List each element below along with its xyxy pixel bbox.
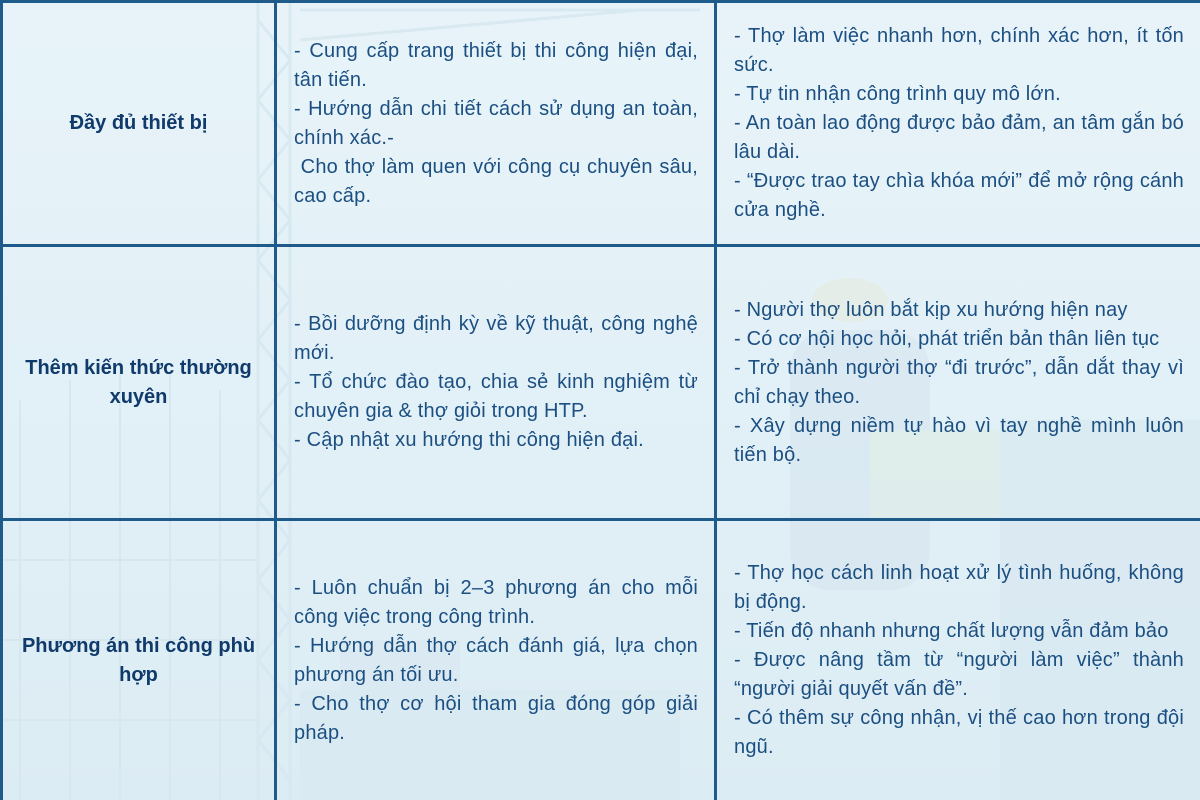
benefits-cell [716,246,1200,520]
benefit-item: - An toàn lao động được bảo đảm, an tâm gắn bó lâu dài. [734,112,1184,163]
action-item: Cho thợ làm quen với công cụ chuyên sâu, cao cấp. [294,155,704,207]
action-item: - Hướng dẫn chi tiết cách sử dụng an toàn, chính xác.- [294,97,698,149]
benefit-item: - Được nâng tầm từ “người làm việc” thành “người giải quyết vấn đề”. [734,649,1184,700]
table-row [2,2,1200,246]
action-item: - Bồi dưỡng định kỳ về kỹ thuật, công nghệ mới. [294,313,698,364]
row-label: Thêm kiến thức thường xuyên [25,356,252,408]
row-label-cell [2,520,276,800]
benefit-item: - Xây dựng niềm tự hào vì tay nghề mình luôn tiến bộ. [734,414,1184,466]
actions-cell [276,520,716,800]
benefit-item: - “Được trao tay chìa khóa mới” để mở rộng cánh cửa nghề. [734,170,1184,221]
action-item: - Cho thợ cơ hội tham gia đóng góp giải pháp. [294,692,698,744]
benefit-item: - Tự tin nhận công trình quy mô lớn. [734,83,1061,105]
action-item: - Tổ chức đào tạo, chia sẻ kinh nghiệm từ chuyên gia & thợ giỏi trong HTP. [294,371,698,422]
actions-cell [276,2,716,246]
action-item: - Cung cấp trang thiết bị thi công hiện đại, tân tiến. [294,39,698,91]
benefit-item: - Có cơ hội học hỏi, phát triển bản thân liên tục [734,327,1160,350]
benefit-item: - Người thợ luôn bắt kịp xu hướng hiện nay [734,298,1128,321]
action-item: - Hướng dẫn thợ cách đánh giá, lựa chọn phương án tối ưu. [294,634,698,686]
table-row [2,246,1200,520]
row-label: Đầy đủ thiết bị [69,112,208,134]
row-label: Phương án thi công phù hợp [21,634,256,686]
row-label-cell [2,246,276,520]
benefits-cell [716,520,1200,800]
actions-cell [276,246,716,520]
benefit-item: - Tiến độ nhanh nhưng chất lượng vẫn đảm bảo [734,620,1169,642]
action-item: - Luôn chuẩn bị 2–3 phương án cho mỗi công việc trong công trình. [294,576,698,628]
table-row [2,520,1200,800]
row-label-cell [2,2,276,246]
action-item: - Cập nhật xu hướng thi công hiện đại. [294,429,644,451]
benefit-item: - Có thêm sự công nhận, vị thế cao hơn trong đội ngũ. [734,707,1184,758]
benefit-item: - Trở thành người thợ “đi trước”, dẫn dắt thay vì chỉ chạy theo. [734,356,1184,408]
benefit-item: - Thợ làm việc nhanh hơn, chính xác hơn, ít tốn sức. [734,25,1184,76]
benefits-cell [716,2,1200,246]
benefit-item: - Thợ học cách linh hoạt xử lý tình huống, không bị động. [734,562,1184,613]
